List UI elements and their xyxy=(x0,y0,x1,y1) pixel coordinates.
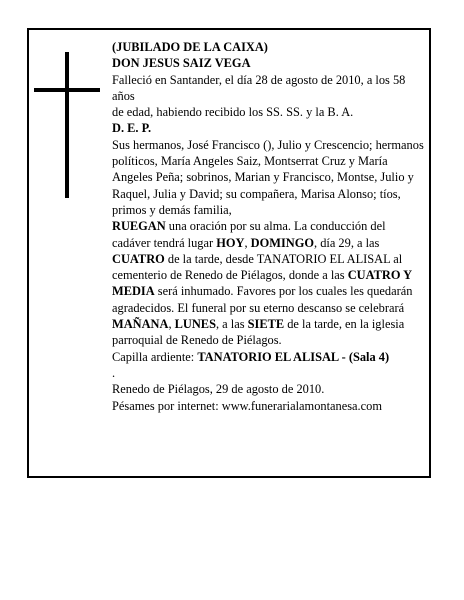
death-announcement-continued: de edad, habiendo recibido los SS. SS. y la B. A. xyxy=(112,105,354,120)
domingo-text: DOMINGO xyxy=(250,235,314,250)
lunes-text: LUNES xyxy=(174,317,216,332)
notice-header: (JUBILADO DE LA CAIXA) xyxy=(112,40,268,54)
chapel-info xyxy=(112,349,424,365)
deceased-name: DON JESUS SAIZ VEGA xyxy=(112,56,251,71)
cross-vertical-bar xyxy=(65,52,69,198)
notice-body xyxy=(112,39,424,414)
cuatro-y-media-text: CUATRO Y MEDIA xyxy=(112,268,412,299)
hoy-text: HOY xyxy=(216,235,245,250)
service-details: RUEGAN una oración por su alma. La conducción del cadáver tendrá lugar HOY, DOMINGO, día 29, a las CUATRO de la tarde, desde TANATORIO EL ALISAL al cementerio de Renedo de Piélagos, donde a las CUATRO Y MEDIA será inhumado. Favores por los cuales les quedarán agradecidos. El funeral por su eterno descanso se celebrará MAÑANA, LUNES, a las SIETE de la tarde, en la iglesia parroquial de Renedo de Piélagos. xyxy=(112,219,413,348)
chapel-location: TANATORIO EL ALISAL - (Sala 4) xyxy=(197,349,390,364)
family-list: Sus hermanos, José Francisco (), Julio y Crescencio; hermanos políticos, María Angeles Saiz, Montserrat Cruz y María Angeles Peña; sobrinos, Marian y Francisco, Montse, Julio y Raquel, Julia y David; su compañera, Marisa Alonso; tíos, primos y demás familia, xyxy=(112,137,424,217)
cuatro-text: CUATRO xyxy=(112,251,165,266)
manana-text: MAÑANA xyxy=(112,317,169,332)
death-announcement: Falleció en Santander, el día 28 de agosto de 2010, a los 58 años xyxy=(112,72,406,103)
dep-text: D. E. P. xyxy=(112,121,152,136)
chapel-period: . xyxy=(112,365,116,380)
cross-icon xyxy=(34,52,100,198)
cross-horizontal-bar xyxy=(34,88,100,92)
chapel-label: Capilla ardiente: xyxy=(112,349,198,364)
siete-text: SIETE xyxy=(247,317,285,332)
place-date: Renedo de Piélagos, 29 de agosto de 2010. xyxy=(112,382,325,397)
ruegan-text: RUEGAN xyxy=(112,219,166,234)
condolences-info: Pésames por internet: www.funerarialamontanesa.com xyxy=(112,398,382,413)
